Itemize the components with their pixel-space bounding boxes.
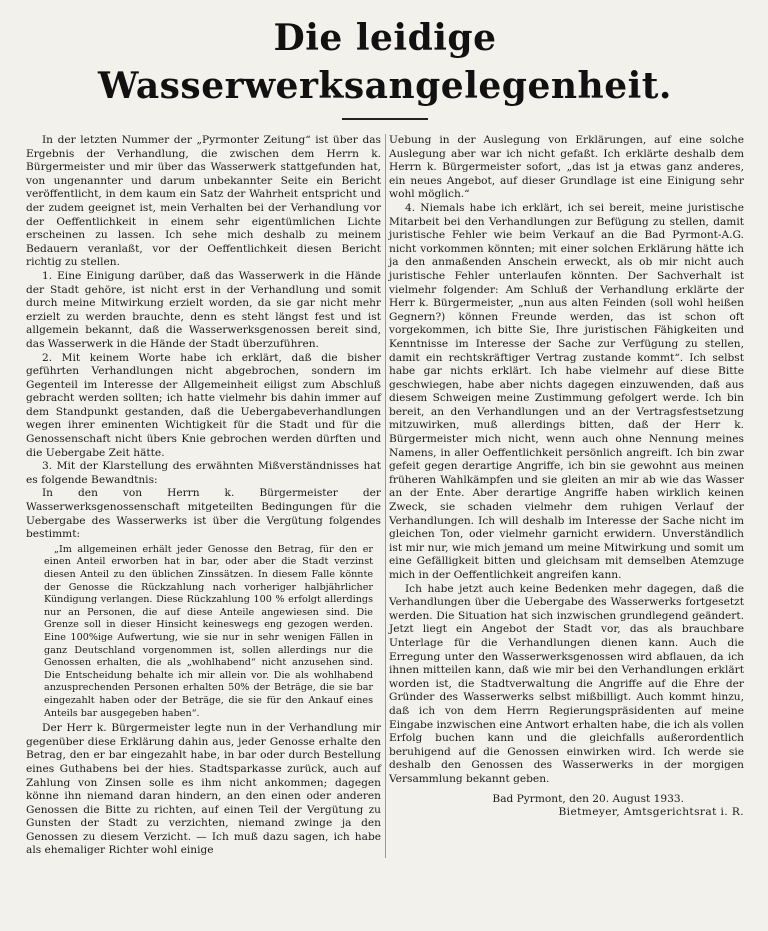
paragraph: Der Herr k. Bürgermeister legte nun in der Verhandlung mir gegenüber diese Erklärung dahin aus, jeder Genosse erhalte den Betrag, den er bar eingezahlt habe, in bar oder durch Bestellung eines Guthabens bei der hies. Stadtsparkasse zurück, auch auf Zahlung von Zinsen solle es ihm nicht ankommen; dagegen könne ihn niemand daran hindern, an den einen oder anderen Genossen die Bitte zu richten, auf einen Teil der Vergütung zu Gunsten der Stadt zu verzichten, niemand zwinge ja den Genossen zu diesem Verzicht. — Ich muß dazu sagen, ich habe als ehemaliger Richter wohl einige	[26, 722, 381, 857]
column-left	[26, 134, 381, 858]
headline-rule	[342, 118, 428, 120]
block-quote: „Im allgemeinen erhält jeder Genosse den Betrag, für den er einen Anteil erworben hat in bar, oder aber die Stadt verzinst diesen Anteil zu den üblichen Zinssätzen. In diesem Falle könnte der Genosse die Rückzahlung nach vorheriger halbjährlicher Kündigung verlangen. Diese Rückzahlung 100 % erfolgt allerdings nur an Personen, die auf diese Anteile angewiesen sind. Die Grenze soll in dieser Hinsicht keineswegs eng gezogen werden. Eine 100%ige Aufwertung, wie sie nur in sehr wenigen Fällen in ganz Deutschland vorgenommen ist, sollen allerdings nur die Genossen erhalten, die als „wohlhabend“ nicht anzusehen sind. Die Entscheidung behalte ich mir allein vor. Die als wohlhabend anzusprechenden Personen erhalten 50% der Beträge, die sie bar eingezahlt haben oder der Beträge, die sie für den Ankauf eines Anteils bar ausgegeben haben“.	[44, 543, 373, 719]
column-divider	[385, 134, 386, 858]
signature: Bietmeyer, Amtsgerichtsrat i. R.	[558, 806, 744, 819]
paragraph: 2. Mit keinem Worte habe ich erklärt, daß die bisher geführten Verhandlungen nicht abgebrochen, sondern im Gegenteil im Interesse der Allgemeinheit eiligst zum Abschluß gebracht werden sollten; ich hatte vielmehr bis dahin immer auf dem Standpunkt gestanden, daß die Uebergabeverhandlungen wegen ihrer eminenten Wichtigkeit für die Stadt und für die Genossenschaft nicht übers Knie gebrochen werden dürften und die Uebergabe Zeit hätte.	[26, 351, 381, 459]
paragraph: 1. Eine Einigung darüber, daß das Wasserwerk in die Hände der Stadt gehöre, ist nicht erst in der Verhandlung und somit durch meine Mitwirkung erzielt worden, da sie gar nicht mehr erzielt zu werden brauchte, denn es steht längst fest und ist allgemein bekannt, daß die Wasserwerksgenossen bereit sind, das Wasserwerk in die Hände der Stadt überzuführen.	[26, 269, 381, 350]
article-body	[26, 134, 744, 858]
dateline: Bad Pyrmont, den 20. August 1933.	[492, 792, 684, 805]
paragraph: 4. Niemals habe ich erklärt, ich sei bereit, meine juristische Mitarbeit bei den Verhandlungen zur Befügung zu stellen, damit juristische Fehler wie beim Verkauf an die Bad Pyrmont-A.G. nicht vorkommen könnten; mit einer solchen Erklärung hätte ich ja den anmaßenden Anschein erweckt, als ob mir nicht auch juristische Fehler unterlaufen könnten. Der Sachverhalt ist vielmehr folgender: Am Schluß der Verhandlung erklärte der Herr k. Bürgermeister, „nun aus alten Feinden (soll wohl heißen Gegnern?) können Freunde werden, das ist schon oft vorgekommen, ich bitte Sie, Ihre juristischen Fähigkeiten und Kenntnisse im Interesse der Sache zur Verfügung zu stellen, damit ein rechtskräftiger Vertrag zustande kommt“. Ich selbst habe gar nichts erklärt. Ich habe vielmehr auf diese Bitte geschwiegen, habe aber nichts dagegen einzuwenden, daß aus diesem Schweigen meine Zustimmung gefolgert werde. Ich bin bereit, an den Verhandlungen und an der Vertragsfestsetzung mitzuwirken, muß allerdings bitten, daß der Herr k. Bürgermeister mich nicht, wenn auch ohne Nennung meines Namens, in aller Oeffentlichkeit persönlich angreift. Ich bin zwar gefeit gegen derartige Angriffe, ich bin sie gewohnt aus meinen früheren Wahlkämpfen und sie gleiten an mir ab wie das Wasser an der Ente. Aber derartige Angriffe haben wirklich keinen Zweck, sie schaden vielmehr dem ruhigen Verlauf der Verhandlungen. Ich will deshalb im Interesse der Sache nicht im gleichen Ton, oder vielmehr garnicht erwidern. Unverständlich ist mir nur, wie mich jemand um meine Mitwirkung und somit um eine Gefälligkeit bitten und gleichsam mit demselben Atemzuge mich in der Oeffentlichkeit angreifen kann.	[389, 201, 744, 581]
paragraph: Uebung in der Auslegung von Erklärungen, auf eine solche Auslegung aber war ich nicht gefaßt. Ich erklärte deshalb dem Herrn k. Bürgermeister sofort, „das ist ja etwas ganz anderes, ein neues Angebot, auf dieser Grundlage ist eine Einigung sehr wohl möglich.“	[389, 134, 744, 201]
paragraph: 3. Mit der Klarstellung des erwähnten Mißverständnisses hat es folgende Bewandtnis:	[26, 460, 381, 486]
paragraph: In den von Herrn k. Bürgermeister der Wasserwerksgenossenschaft mitgeteilten Bedingungen für die Uebergabe des Wasserwerks ist über die Vergütung folgendes bestimmt:	[26, 487, 381, 541]
column-right	[389, 134, 744, 858]
headline: Die leidige Wasserwerksangelegenheit.	[98, 17, 672, 107]
paragraph: Ich habe jetzt auch keine Bedenken mehr dagegen, daß die Verhandlungen über die Uebergabe des Wasserwerks fortgesetzt werden. Die Situation hat sich inzwischen grundlegend geändert. Jetzt liegt ein Angebot der Stadt vor, das als brauchbare Unterlage für die Verhandlungen dienen kann. Auch die Erregung unter den Wasserwerksgenossen wird abflauen, da ich ihnen mitteilen kann, daß wie mir bei den Verhandlungen erklärt worden ist, die Stadtverwaltung die Angriffe auf die Ehre der Gründer des Wasserwerks selbst mißbilligt. Auch kommt hinzu, daß ich von dem Herrn Regierungspräsidenten auf meine Eingabe inzwischen eine Antwort erhalten habe, die ich als vollen Erfolg buchen kann und die gleichfalls außerordentlich beruhigend auf die Genossen einwirken wird. Ich werde sie deshalb den Genossen des Wasserwerks in der morgigen Versammlung bekannt geben.	[389, 582, 744, 785]
paragraph: In der letzten Nummer der „Pyrmonter Zeitung“ ist über das Ergebnis der Verhandlung, die zwischen dem Herrn k. Bürgermeister und mir über das Wasserwerk stattgefunden hat, von ungenannter und darum unbekannter Seite ein Bericht veröffentlicht, in dem kaum ein Satz der Wahrheit entspricht und der zudem geeignet ist, mein Verhalten bei der Verhandlung vor der Oeffentlichkeit in einem sehr eigentümlichen Lichte erscheinen zu lassen. Ich sehe mich deshalb zu meinem Bedauern veranlaßt, vor der Oeffentlichkeit diesen Bericht richtig zu stellen.	[26, 134, 381, 269]
